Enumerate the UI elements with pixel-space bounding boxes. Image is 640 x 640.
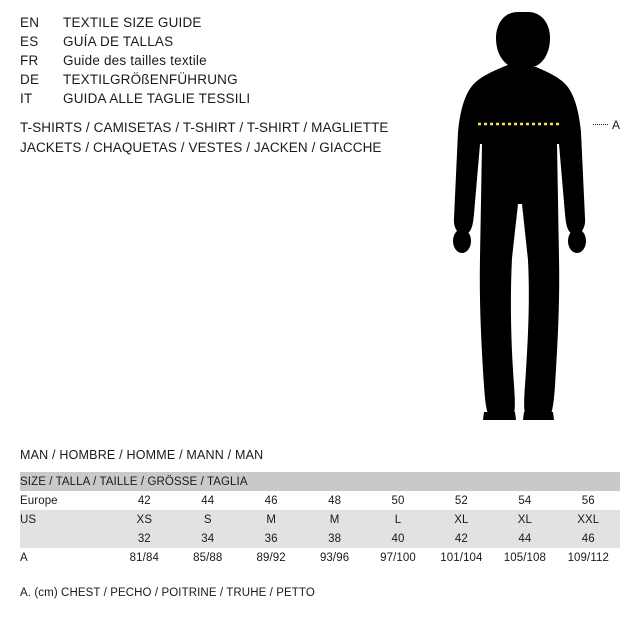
row-label-us-numeric [20, 529, 113, 548]
cell-value: 52 [430, 491, 493, 510]
table-header-label: SIZE / TALLA / TAILLE / GRÖSSE / TAGLIA [20, 472, 620, 491]
cell-value: 32 [113, 529, 176, 548]
language-title: Guide des tailles textile [63, 53, 207, 68]
cell-value: 97/100 [366, 548, 429, 567]
language-code: EN [20, 15, 40, 30]
cell-value: XS [113, 510, 176, 529]
table-row [20, 548, 620, 567]
language-title: TEXTILE SIZE GUIDE [63, 15, 202, 30]
language-row [20, 90, 420, 108]
cell-value: 93/96 [303, 548, 366, 567]
language-code: DE [20, 72, 40, 87]
cell-value: 42 [430, 529, 493, 548]
cell-value: 109/112 [557, 548, 620, 567]
cell-value: XL [493, 510, 556, 529]
cell-value: 44 [176, 491, 239, 510]
table-row [20, 491, 620, 510]
size-table [20, 472, 620, 567]
language-code: ES [20, 34, 39, 49]
cell-value: 56 [557, 491, 620, 510]
cell-value: 89/92 [239, 548, 302, 567]
measure-label-a: A [612, 118, 621, 132]
cell-value: 44 [493, 529, 556, 548]
measure-leader-line [593, 124, 608, 125]
row-label-europe: Europe [20, 491, 113, 510]
cell-value: XL [430, 510, 493, 529]
language-row [20, 14, 420, 32]
language-title-block [20, 14, 420, 109]
table-footnote: A. (cm) CHEST / PECHO / POITRINE / TRUHE / PETTO [20, 587, 315, 599]
language-code: IT [20, 91, 33, 106]
cell-value: 101/104 [430, 548, 493, 567]
table-row [20, 529, 620, 548]
row-label-a: A [20, 548, 113, 567]
table-header-row [20, 472, 620, 491]
cell-value: 46 [239, 491, 302, 510]
language-title: GUIDA ALLE TAGLIE TESSILI [63, 91, 251, 106]
language-row [20, 71, 420, 89]
language-title: GUÍA DE TALLAS [63, 34, 174, 49]
cell-value: 42 [113, 491, 176, 510]
cell-value: XXL [557, 510, 620, 529]
male-silhouette-icon [440, 8, 630, 423]
table-row [20, 510, 620, 529]
cell-value: L [366, 510, 429, 529]
language-row [20, 33, 420, 51]
language-title: TEXTILGRÖßENFÜHRUNG [63, 72, 238, 87]
cell-value: 48 [303, 491, 366, 510]
row-label-us: US [20, 510, 113, 529]
garment-line-tshirts: T-SHIRTS / CAMISETAS / T-SHIRT / T-SHIRT / MAGLIETTE [20, 120, 389, 135]
garment-category-block [20, 118, 440, 158]
cell-value: 46 [557, 529, 620, 548]
language-row [20, 52, 420, 70]
cell-value: M [303, 510, 366, 529]
cell-value: 54 [493, 491, 556, 510]
table-section-title: MAN / HOMBRE / HOMME / MANN / MAN [20, 448, 264, 462]
garment-line-jackets: JACKETS / CHAQUETAS / VESTES / JACKEN / GIACCHE [20, 140, 382, 155]
figure-area [430, 0, 640, 430]
cell-value: 36 [239, 529, 302, 548]
cell-value: 34 [176, 529, 239, 548]
cell-value: S [176, 510, 239, 529]
cell-value: 81/84 [113, 548, 176, 567]
cell-value: 105/108 [493, 548, 556, 567]
cell-value: M [239, 510, 302, 529]
cell-value: 40 [366, 529, 429, 548]
cell-value: 85/88 [176, 548, 239, 567]
cell-value: 38 [303, 529, 366, 548]
language-code: FR [20, 53, 39, 68]
cell-value: 50 [366, 491, 429, 510]
